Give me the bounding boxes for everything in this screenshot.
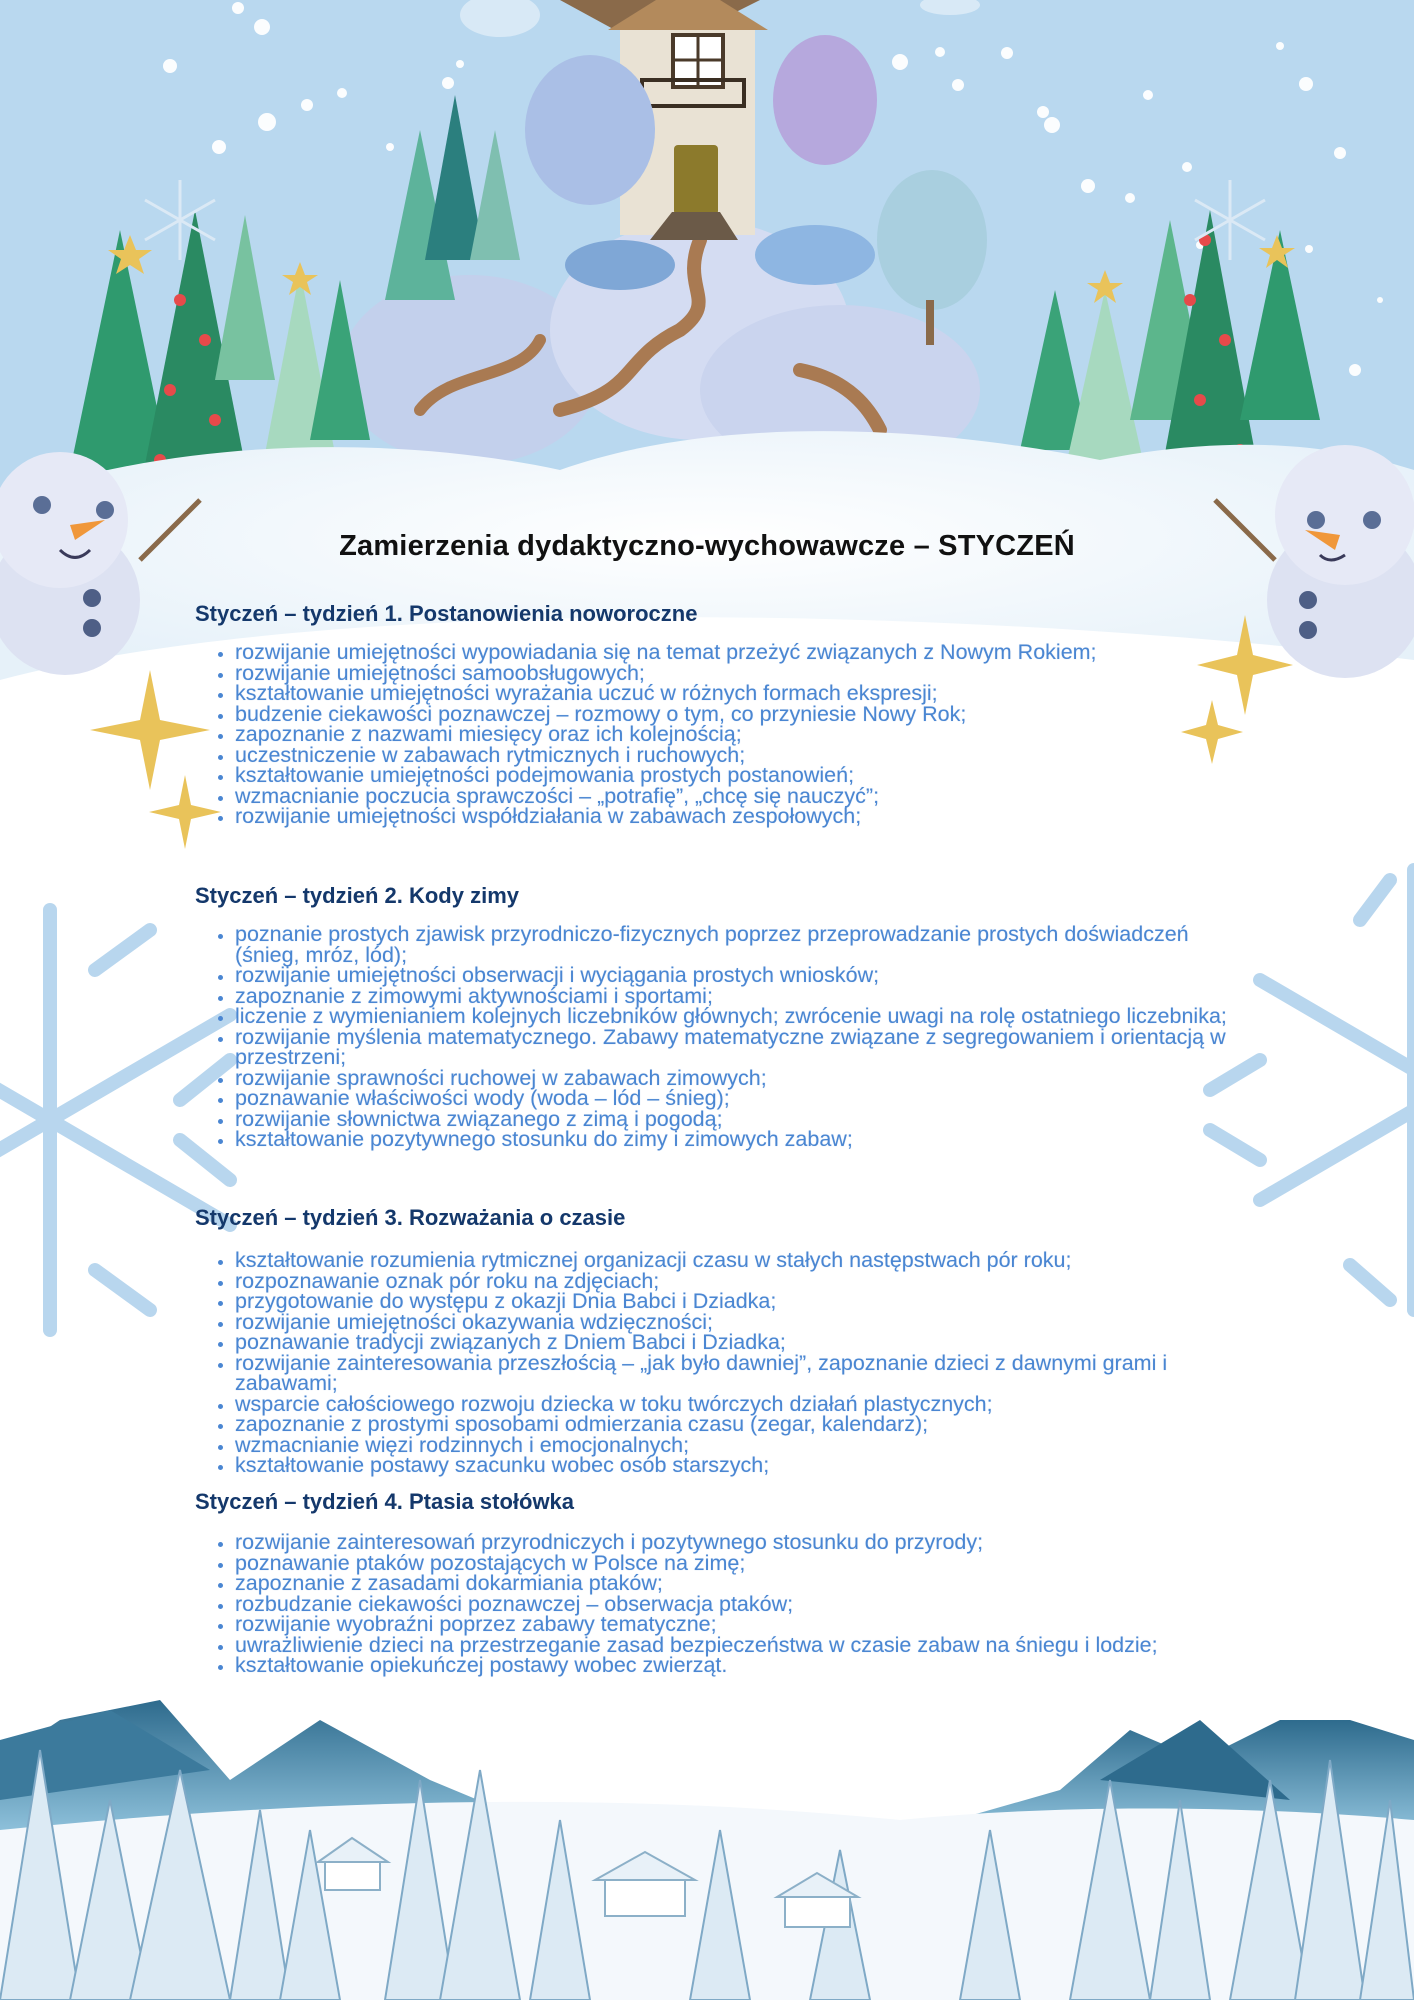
list-item: • wzmacnianie poczucia sprawczości – „potrafię”, „chcę się nauczyć”; <box>235 786 1255 807</box>
list-item: • rozwijanie sprawności ruchowej w zabawach zimowych; <box>235 1068 1255 1089</box>
list-item: • kształtowanie umiejętności podejmowania prostych postanowień; <box>235 765 1255 786</box>
list-item: • wsparcie całościowego rozwoju dziecka w toku twórczych działań plastycznych; <box>235 1394 1255 1415</box>
list-item: • rozwijanie umiejętności okazywania wdzięczności; <box>235 1312 1255 1333</box>
list-item: • kształtowanie postawy szacunku wobec osób starszych; <box>235 1455 1255 1476</box>
list-item: • rozwijanie zainteresowań przyrodniczych i pozytywnego stosunku do przyrody; <box>235 1532 1255 1553</box>
list-item: • wzmacnianie więzi rodzinnych i emocjonalnych; <box>235 1435 1255 1456</box>
list-item: • rozwijanie umiejętności współdziałania w zabawach zespołowych; <box>235 806 1255 827</box>
list-item: • zapoznanie z prostymi sposobami odmierzania czasu (zegar, kalendarz); <box>235 1414 1255 1435</box>
list-item: • budzenie ciekawości poznawczej – rozmowy o tym, co przyniesie Nowy Rok; <box>235 704 1255 725</box>
list-item: • poznawanie tradycji związanych z Dniem Babci i Dziadka; <box>235 1332 1255 1353</box>
list-item: • przygotowanie do występu z okazji Dnia Babci i Dziadka; <box>235 1291 1255 1312</box>
week-1-heading: Styczeń – tydzień 1. Postanowienia noworoczne <box>195 601 698 626</box>
list-item: • rozwijanie umiejętności wypowiadania się na temat przeżyć związanych z Nowym Rokiem; <box>235 642 1255 663</box>
list-item: • rozpoznawanie oznak pór roku na zdjęciach; <box>235 1271 1255 1292</box>
list-item: • poznanie prostych zjawisk przyrodniczo-fizycznych poprzez przeprowadzanie prostych doświadczeń (śnieg, mróz, lód); <box>235 924 1255 965</box>
list-item: • rozwijanie zainteresowania przeszłością – „jak było dawniej”, zapoznanie dzieci z dawnymi grami i zabawami; <box>235 1353 1255 1394</box>
week-4-goal-list <box>195 1532 1255 1676</box>
list-item: • kształtowanie opiekuńczej postawy wobec zwierząt. <box>235 1655 1255 1676</box>
page-title: Zamierzenia dydaktyczno-wychowawcze – STYCZEŃ <box>339 530 1075 562</box>
list-item: • rozwijanie umiejętności samoobsługowych; <box>235 663 1255 684</box>
week-2-goal-list <box>195 924 1255 1150</box>
list-item: • liczenie z wymienianiem kolejnych liczebników głównych; zwrócenie uwagi na rolę ostatniego liczebnika; <box>235 1006 1255 1027</box>
list-item: • rozwijanie umiejętności obserwacji i wyciągania prostych wniosków; <box>235 965 1255 986</box>
list-item: • kształtowanie pozytywnego stosunku do zimy i zimowych zabaw; <box>235 1129 1255 1150</box>
list-item: • zapoznanie z zasadami dokarmiania ptaków; <box>235 1573 1255 1594</box>
week-1-goal-list <box>195 642 1255 827</box>
list-item: • rozbudzanie ciekawości poznawczej – obserwacja ptaków; <box>235 1594 1255 1615</box>
list-item: • rozwijanie myślenia matematycznego. Zabawy matematyczne związane z segregowaniem i orientacją w przestrzeni; <box>235 1027 1255 1068</box>
list-item: • uwrażliwienie dzieci na przestrzeganie zasad bezpieczeństwa w czasie zabaw na śniegu i lodzie; <box>235 1635 1255 1656</box>
week-3-goal-list <box>195 1250 1255 1476</box>
list-item: • kształtowanie rozumienia rytmicznej organizacji czasu w stałych następstwach pór roku; <box>235 1250 1255 1271</box>
list-item: • zapoznanie z zimowymi aktywnościami i sportami; <box>235 986 1255 1007</box>
list-item: • poznawanie właściwości wody (woda – lód – śnieg); <box>235 1088 1255 1109</box>
week-3-heading: Styczeń – tydzień 3. Rozważania o czasie <box>195 1205 626 1230</box>
list-item: • rozwijanie wyobraźni poprzez zabawy tematyczne; <box>235 1614 1255 1635</box>
list-item: • poznawanie ptaków pozostających w Polsce na zimę; <box>235 1553 1255 1574</box>
week-4-heading: Styczeń – tydzień 4. Ptasia stołówka <box>195 1489 575 1514</box>
list-item: • rozwijanie słownictwa związanego z zimą i pogodą; <box>235 1109 1255 1130</box>
list-item: • kształtowanie umiejętności wyrażania uczuć w różnych formach ekspresji; <box>235 683 1255 704</box>
week-2-heading: Styczeń – tydzień 2. Kody zimy <box>195 883 519 908</box>
list-item: • zapoznanie z nazwami miesięcy oraz ich kolejnością; <box>235 724 1255 745</box>
list-item: • uczestniczenie w zabawach rytmicznych i ruchowych; <box>235 745 1255 766</box>
